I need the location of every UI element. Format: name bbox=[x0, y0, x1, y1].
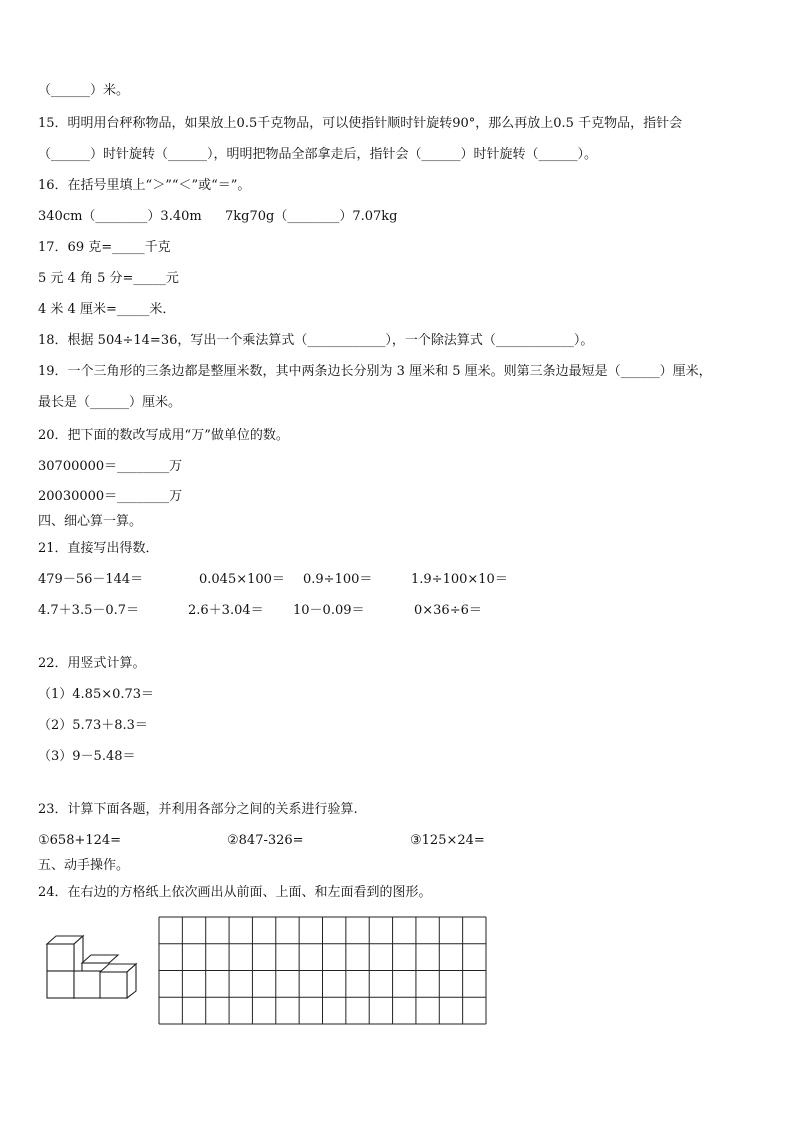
question-16: 16．在括号里填上“＞”“＜”或“＝”。 bbox=[38, 178, 251, 193]
question-22-item-1: （1）4.85×0.73＝ bbox=[38, 687, 155, 702]
question-22-item-2: （2）5.73＋8.3＝ bbox=[38, 718, 148, 733]
calc-item: 479－56－144＝ bbox=[38, 572, 144, 587]
question-16-item-2: 7kg70g（________）7.07kg bbox=[225, 209, 398, 224]
question-23: 23．计算下面各题，并利用各部分之间的关系进行验算. bbox=[38, 802, 358, 817]
question-15-line-2: （______）时针旋转（______），明明把物品全部拿走后，指针会（______）时针旋转（______）。 bbox=[38, 147, 598, 162]
question-19-line-1: 19．一个三角形的三条边都是整厘米数，其中两条边长分别为 3 厘米和 5 厘米。则第三条边最短是（______）厘米， bbox=[38, 364, 712, 379]
calc-item: 2.6＋3.04＝ bbox=[188, 603, 264, 618]
question-17-item-2: 5 元 4 角 5 分=_____元 bbox=[38, 271, 179, 286]
calc-item: 0.9÷100＝ bbox=[303, 572, 373, 587]
section-4-heading: 四、细心算一算。 bbox=[38, 514, 143, 529]
question-20-item-1: 30700000＝________万 bbox=[38, 459, 183, 474]
section-5-heading: 五、动手操作。 bbox=[38, 858, 130, 873]
question-20-item-2: 20030000＝________万 bbox=[38, 489, 183, 504]
question-22-item-3: （3）9－5.48＝ bbox=[38, 749, 136, 764]
question-20: 20．把下面的数改写成用“万”做单位的数。 bbox=[38, 428, 289, 443]
question-17-item-1: 17．69 克=_____千克 bbox=[38, 240, 171, 255]
question-23-item-3: ③125×24= bbox=[410, 833, 485, 848]
grid-paper[interactable] bbox=[158, 916, 488, 1026]
question-22: 22．用竖式计算。 bbox=[38, 656, 146, 671]
question-24: 24．在右边的方格纸上依次画出从前面、上面、和左面看到的图形。 bbox=[38, 885, 432, 900]
question-23-item-1: ①658+124= bbox=[38, 833, 122, 848]
calc-item: 1.9÷100×10＝ bbox=[411, 572, 508, 587]
calc-item: 0×36÷6＝ bbox=[414, 603, 482, 618]
question-18: 18．根据 504÷14=36，写出一个乘法算式（____________），一个除法算式（____________）。 bbox=[38, 333, 594, 348]
question-16-item-1: 340cm（________）3.40m bbox=[38, 209, 202, 224]
question-17-item-3: 4 米 4 厘米=_____米． bbox=[38, 302, 176, 317]
question-15-line-1: 15．明明用台秤称物品，如果放上0.5千克物品，可以使指针顺时针旋转90°，那么再放上0.5 千克物品，指针会 bbox=[38, 116, 683, 131]
answer-blank-line: （______）米。 bbox=[38, 83, 130, 98]
cube-stack-figure bbox=[44, 928, 139, 1000]
calc-item: 4.7＋3.5－0.7＝ bbox=[38, 603, 140, 618]
question-23-item-2: ②847-326= bbox=[227, 833, 304, 848]
question-21: 21．直接写出得数． bbox=[38, 541, 159, 556]
question-19-line-2: 最长是（______）厘米。 bbox=[38, 395, 182, 410]
calc-item: 0.045×100＝ bbox=[199, 572, 285, 587]
calc-item: 10－0.09＝ bbox=[293, 603, 365, 618]
